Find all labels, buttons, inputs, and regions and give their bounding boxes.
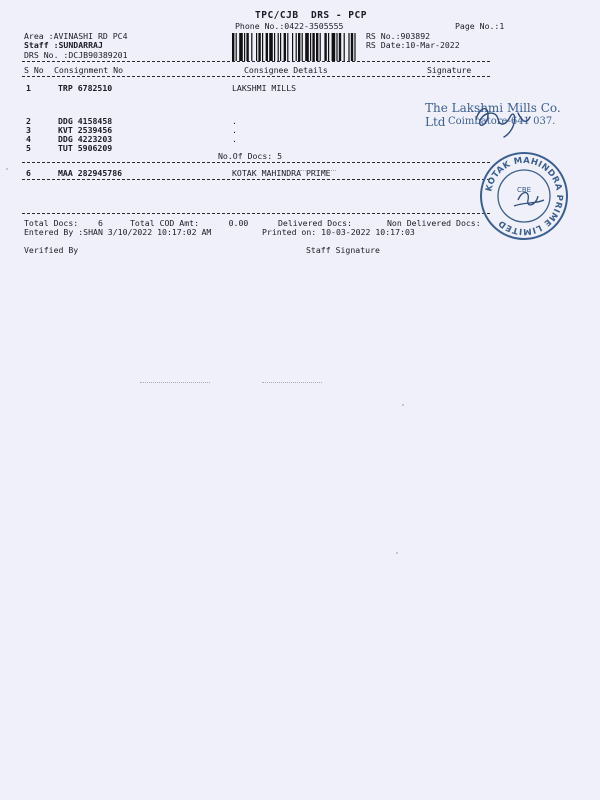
rule-header-bottom [22, 76, 490, 77]
row-consignment: MAA 282945786 [58, 168, 123, 178]
scan-speck [396, 552, 398, 554]
handwritten-signature [418, 99, 578, 139]
rule-footer [22, 213, 490, 214]
kotak-mahindra-seal [478, 150, 570, 242]
column-signature: Signature [427, 65, 472, 75]
barcode [232, 33, 358, 61]
area: Area :AVINASHI RD PC4 [24, 31, 128, 41]
drs-number: DRS No. :DCJB90389201 [24, 50, 128, 60]
row-sno: 3 [26, 125, 31, 135]
seal-ring-text: KOTAK MAHINDRA PRIME LIMITED [484, 155, 565, 237]
verified-by: Verified By [24, 245, 79, 255]
scan-mark [140, 382, 210, 383]
lakshmi-stamp-line1: The Lakshmi Mills Co. Ltd [425, 101, 561, 129]
row-consignment: TUT 5906209 [58, 143, 113, 153]
scan-speck [402, 404, 404, 406]
printed-on: Printed on: 10-03-2022 10:17:03 [262, 227, 415, 237]
consignee-dot: . [232, 125, 237, 135]
consignee-dot: . [232, 116, 237, 126]
delivered-docs: Delivered Docs: [278, 218, 352, 228]
rule-group-divider [22, 162, 490, 163]
row-sno: 4 [26, 134, 31, 144]
consignee-dot: . [232, 134, 237, 144]
scan-speck [6, 168, 8, 170]
consignee-name: LAKSHMI MILLS [232, 83, 297, 93]
document-title: TPC/CJB DRS - PCP [255, 10, 367, 21]
phone-number: Phone No.:0422-3505555 [235, 21, 344, 31]
staff-name: Staff :SUNDARRAJ [24, 40, 103, 50]
entered-by: Entered By :SHAN 3/10/2022 10:17:02 AM [24, 227, 212, 237]
row-sno: 1 [26, 83, 31, 93]
rs-date: RS Date:10-Mar-2022 [366, 40, 460, 50]
total-cod-amount: Total COD Amt: 0.00 [130, 218, 249, 228]
rs-number: RS No.:903892 [366, 31, 431, 41]
lakshmi-stamp-line2: Coimbatore-641 037. [448, 116, 556, 127]
row-consignment: DDG 4223203 [58, 134, 113, 144]
scan-mark [262, 382, 322, 383]
row-sno: 6 [26, 168, 31, 178]
lakshmi-mills-stamp [418, 99, 578, 139]
total-docs: Total Docs: 6 [24, 218, 103, 228]
staff-signature: Staff Signature [306, 245, 380, 255]
column-consignee: Consignee Details [244, 65, 328, 75]
scan-mark [300, 170, 336, 171]
svg-text:KOTAK MAHINDRA PRIME LIMITED [484, 156, 564, 236]
no-of-docs: No.Of Docs: 5 [218, 151, 283, 161]
row-sno: 2 [26, 116, 31, 126]
row-consignment: DDG 4158458 [58, 116, 113, 126]
row-consignment: TRP 6782510 [58, 83, 113, 93]
rule-group2-bottom [22, 179, 490, 180]
page-number: Page No.:1 [455, 21, 505, 31]
seal-center-text: CBE [516, 186, 532, 194]
row-consignment: KVT 2539456 [58, 125, 113, 135]
non-delivered-docs: Non Delivered Docs: [387, 218, 481, 228]
consignee-name: KOTAK MAHINDRA PRIME [232, 168, 331, 178]
row-sno: 5 [26, 143, 31, 153]
column-sno: S No [24, 65, 44, 75]
column-consignment: Consignment No [54, 65, 124, 75]
rule-top [22, 61, 490, 62]
